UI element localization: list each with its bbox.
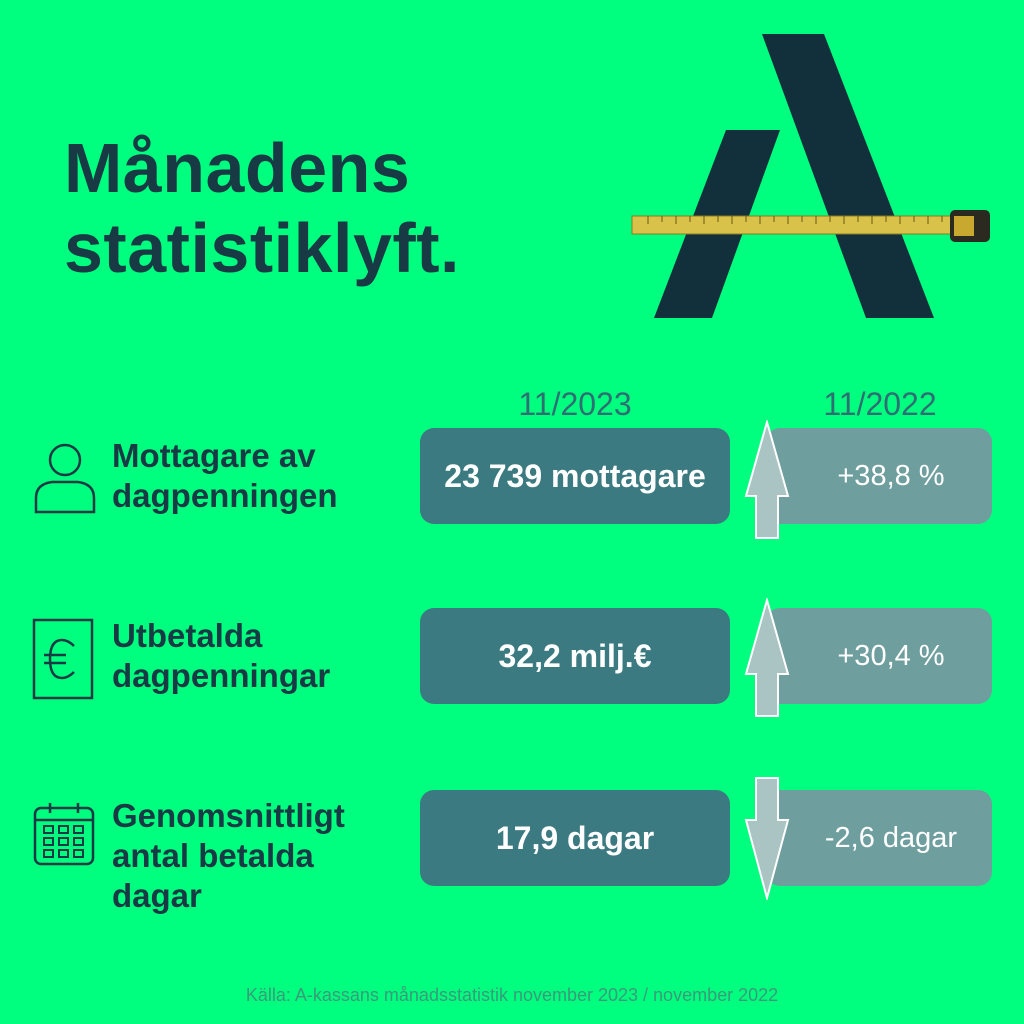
source-note: Källa: A-kassans månadsstatistik november 2023 / november 2022 [245, 985, 779, 1005]
change-paid-allowances: +30,4 % [766, 608, 992, 704]
row-label-line: dagar [112, 877, 202, 914]
value-average-days: 17,9 dagar [420, 790, 730, 886]
arrow-down-icon [744, 776, 790, 900]
change-recipients: +38,8 % [766, 428, 992, 524]
row-label-line: Utbetalda [112, 617, 263, 654]
title-line-1: Månadens [64, 129, 411, 207]
person-icon [32, 440, 98, 514]
row-label-line: antal betalda [112, 837, 314, 874]
arrow-up-icon [744, 598, 790, 718]
title-line-2: statistiklyft. [64, 209, 460, 287]
row-label-line: dagpenningar [112, 657, 331, 694]
row-label-line: Mottagare av [112, 437, 316, 474]
row-label-average-days [112, 796, 345, 916]
column-header-previous: 11/2022 [823, 386, 937, 422]
calendar-icon [32, 802, 96, 868]
value-paid-allowances: 32,2 milj.€ [420, 608, 730, 704]
row-label-recipients [112, 436, 338, 516]
row-label-paid-allowances [112, 616, 330, 696]
a-logo-with-tape-measure [628, 30, 998, 330]
row-label-line: dagpenningen [112, 477, 338, 514]
row-label-line: Genomsnittligt [112, 797, 345, 834]
euro-icon [32, 618, 94, 700]
value-recipients: 23 739 mottagare [420, 428, 730, 524]
page-title [64, 128, 460, 288]
change-average-days: -2,6 dagar [766, 790, 992, 886]
column-header-current: 11/2023 [518, 386, 632, 422]
arrow-up-icon [744, 420, 790, 540]
